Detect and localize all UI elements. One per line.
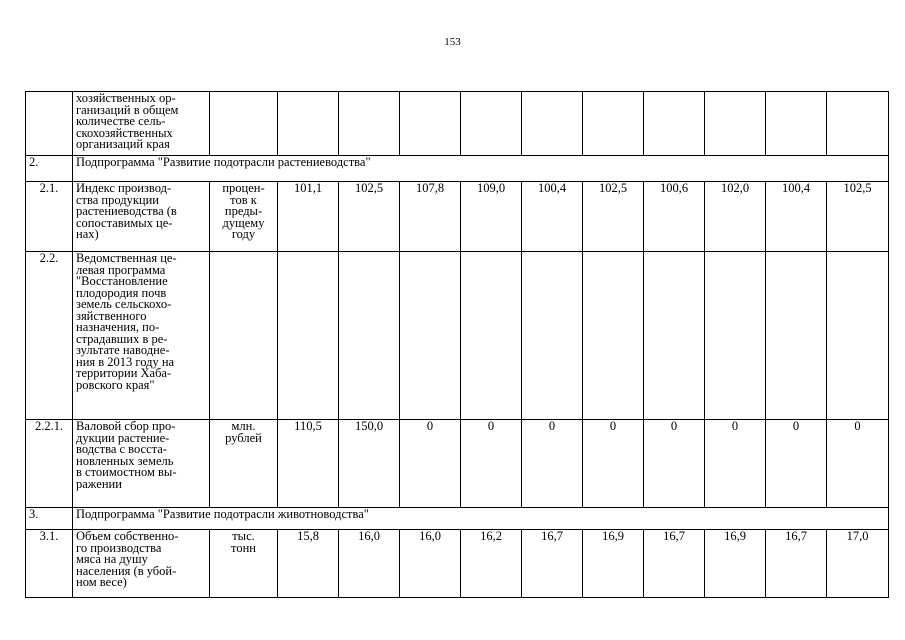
value-cell: 0 bbox=[461, 420, 522, 508]
value-cell: 0 bbox=[705, 420, 766, 508]
section-row bbox=[26, 156, 889, 182]
value-cell: 0 bbox=[522, 420, 583, 508]
value-cell bbox=[522, 252, 583, 420]
value-cell: 102,5 bbox=[827, 182, 889, 252]
indicator-name: Валовой сбор про- дукции растение- водства с восста- новленных земель в стоимостном вы- ражении bbox=[73, 420, 210, 508]
value-cell: 16,9 bbox=[705, 530, 766, 598]
table-row bbox=[26, 530, 889, 598]
value-cell bbox=[705, 252, 766, 420]
value-cell: 100,4 bbox=[522, 182, 583, 252]
value-cell bbox=[461, 92, 522, 156]
value-cell: 102,5 bbox=[583, 182, 644, 252]
value-cell: 150,0 bbox=[339, 420, 400, 508]
value-cell: 15,8 bbox=[278, 530, 339, 598]
value-cell bbox=[583, 252, 644, 420]
section-title: Подпрограмма "Развитие подотрасли растениеводства" bbox=[73, 156, 889, 182]
indicator-name: Ведомственная це- левая программа "Восстановление плодородия почв земель сельскохо- зяйственного назначения, по- страдавших в ре- зультате наводне- ния в 2013 году на территории Хаба- ровского края" bbox=[73, 252, 210, 420]
value-cell bbox=[827, 92, 889, 156]
value-cell bbox=[400, 92, 461, 156]
table-row bbox=[26, 420, 889, 508]
row-number: 2.2.1. bbox=[26, 420, 73, 508]
value-cell: 101,1 bbox=[278, 182, 339, 252]
indicator-name: Объем собственно- го производства мяса на душу населения (в убой- ном весе) bbox=[73, 530, 210, 598]
value-cell: 16,7 bbox=[522, 530, 583, 598]
table-row bbox=[26, 92, 889, 156]
row-number: 3. bbox=[26, 508, 73, 530]
section-row bbox=[26, 508, 889, 530]
value-cell: 102,5 bbox=[339, 182, 400, 252]
value-cell: 16,0 bbox=[339, 530, 400, 598]
value-cell: 16,9 bbox=[583, 530, 644, 598]
value-cell bbox=[827, 252, 889, 420]
value-cell bbox=[766, 252, 827, 420]
table-row bbox=[26, 252, 889, 420]
unit-cell: тыс. тонн bbox=[210, 530, 278, 598]
value-cell bbox=[644, 252, 705, 420]
value-cell: 100,6 bbox=[644, 182, 705, 252]
table-row bbox=[26, 182, 889, 252]
value-cell: 0 bbox=[583, 420, 644, 508]
indicator-name: хозяйственных ор- ганизаций в общем количестве сель- скохозяйственных организаций края bbox=[73, 92, 210, 156]
value-cell: 0 bbox=[766, 420, 827, 508]
value-cell bbox=[522, 92, 583, 156]
page-number: 153 bbox=[444, 36, 461, 48]
table-body bbox=[26, 92, 889, 598]
value-cell: 0 bbox=[400, 420, 461, 508]
value-cell: 109,0 bbox=[461, 182, 522, 252]
value-cell: 0 bbox=[644, 420, 705, 508]
value-cell: 17,0 bbox=[827, 530, 889, 598]
indicator-name: Индекс производ- ства продукции растениеводства (в сопоставимых це- нах) bbox=[73, 182, 210, 252]
row-number: 3.1. bbox=[26, 530, 73, 598]
value-cell bbox=[278, 252, 339, 420]
unit-cell: млн. рублей bbox=[210, 420, 278, 508]
indicators-table bbox=[25, 91, 889, 598]
value-cell bbox=[644, 92, 705, 156]
value-cell: 100,4 bbox=[766, 182, 827, 252]
unit-cell: процен- тов к преды- дущему году bbox=[210, 182, 278, 252]
value-cell bbox=[766, 92, 827, 156]
value-cell bbox=[278, 92, 339, 156]
unit-cell bbox=[210, 252, 278, 420]
row-number: 2. bbox=[26, 156, 73, 182]
section-title: Подпрограмма "Развитие подотрасли животноводства" bbox=[73, 508, 889, 530]
row-number: 2.1. bbox=[26, 182, 73, 252]
value-cell: 16,7 bbox=[766, 530, 827, 598]
value-cell: 0 bbox=[827, 420, 889, 508]
value-cell bbox=[339, 92, 400, 156]
value-cell bbox=[583, 92, 644, 156]
row-number bbox=[26, 92, 73, 156]
value-cell bbox=[400, 252, 461, 420]
value-cell bbox=[705, 92, 766, 156]
unit-cell bbox=[210, 92, 278, 156]
value-cell: 102,0 bbox=[705, 182, 766, 252]
value-cell bbox=[461, 252, 522, 420]
value-cell: 16,2 bbox=[461, 530, 522, 598]
row-number: 2.2. bbox=[26, 252, 73, 420]
value-cell: 107,8 bbox=[400, 182, 461, 252]
value-cell bbox=[339, 252, 400, 420]
value-cell: 16,0 bbox=[400, 530, 461, 598]
value-cell: 16,7 bbox=[644, 530, 705, 598]
value-cell: 110,5 bbox=[278, 420, 339, 508]
